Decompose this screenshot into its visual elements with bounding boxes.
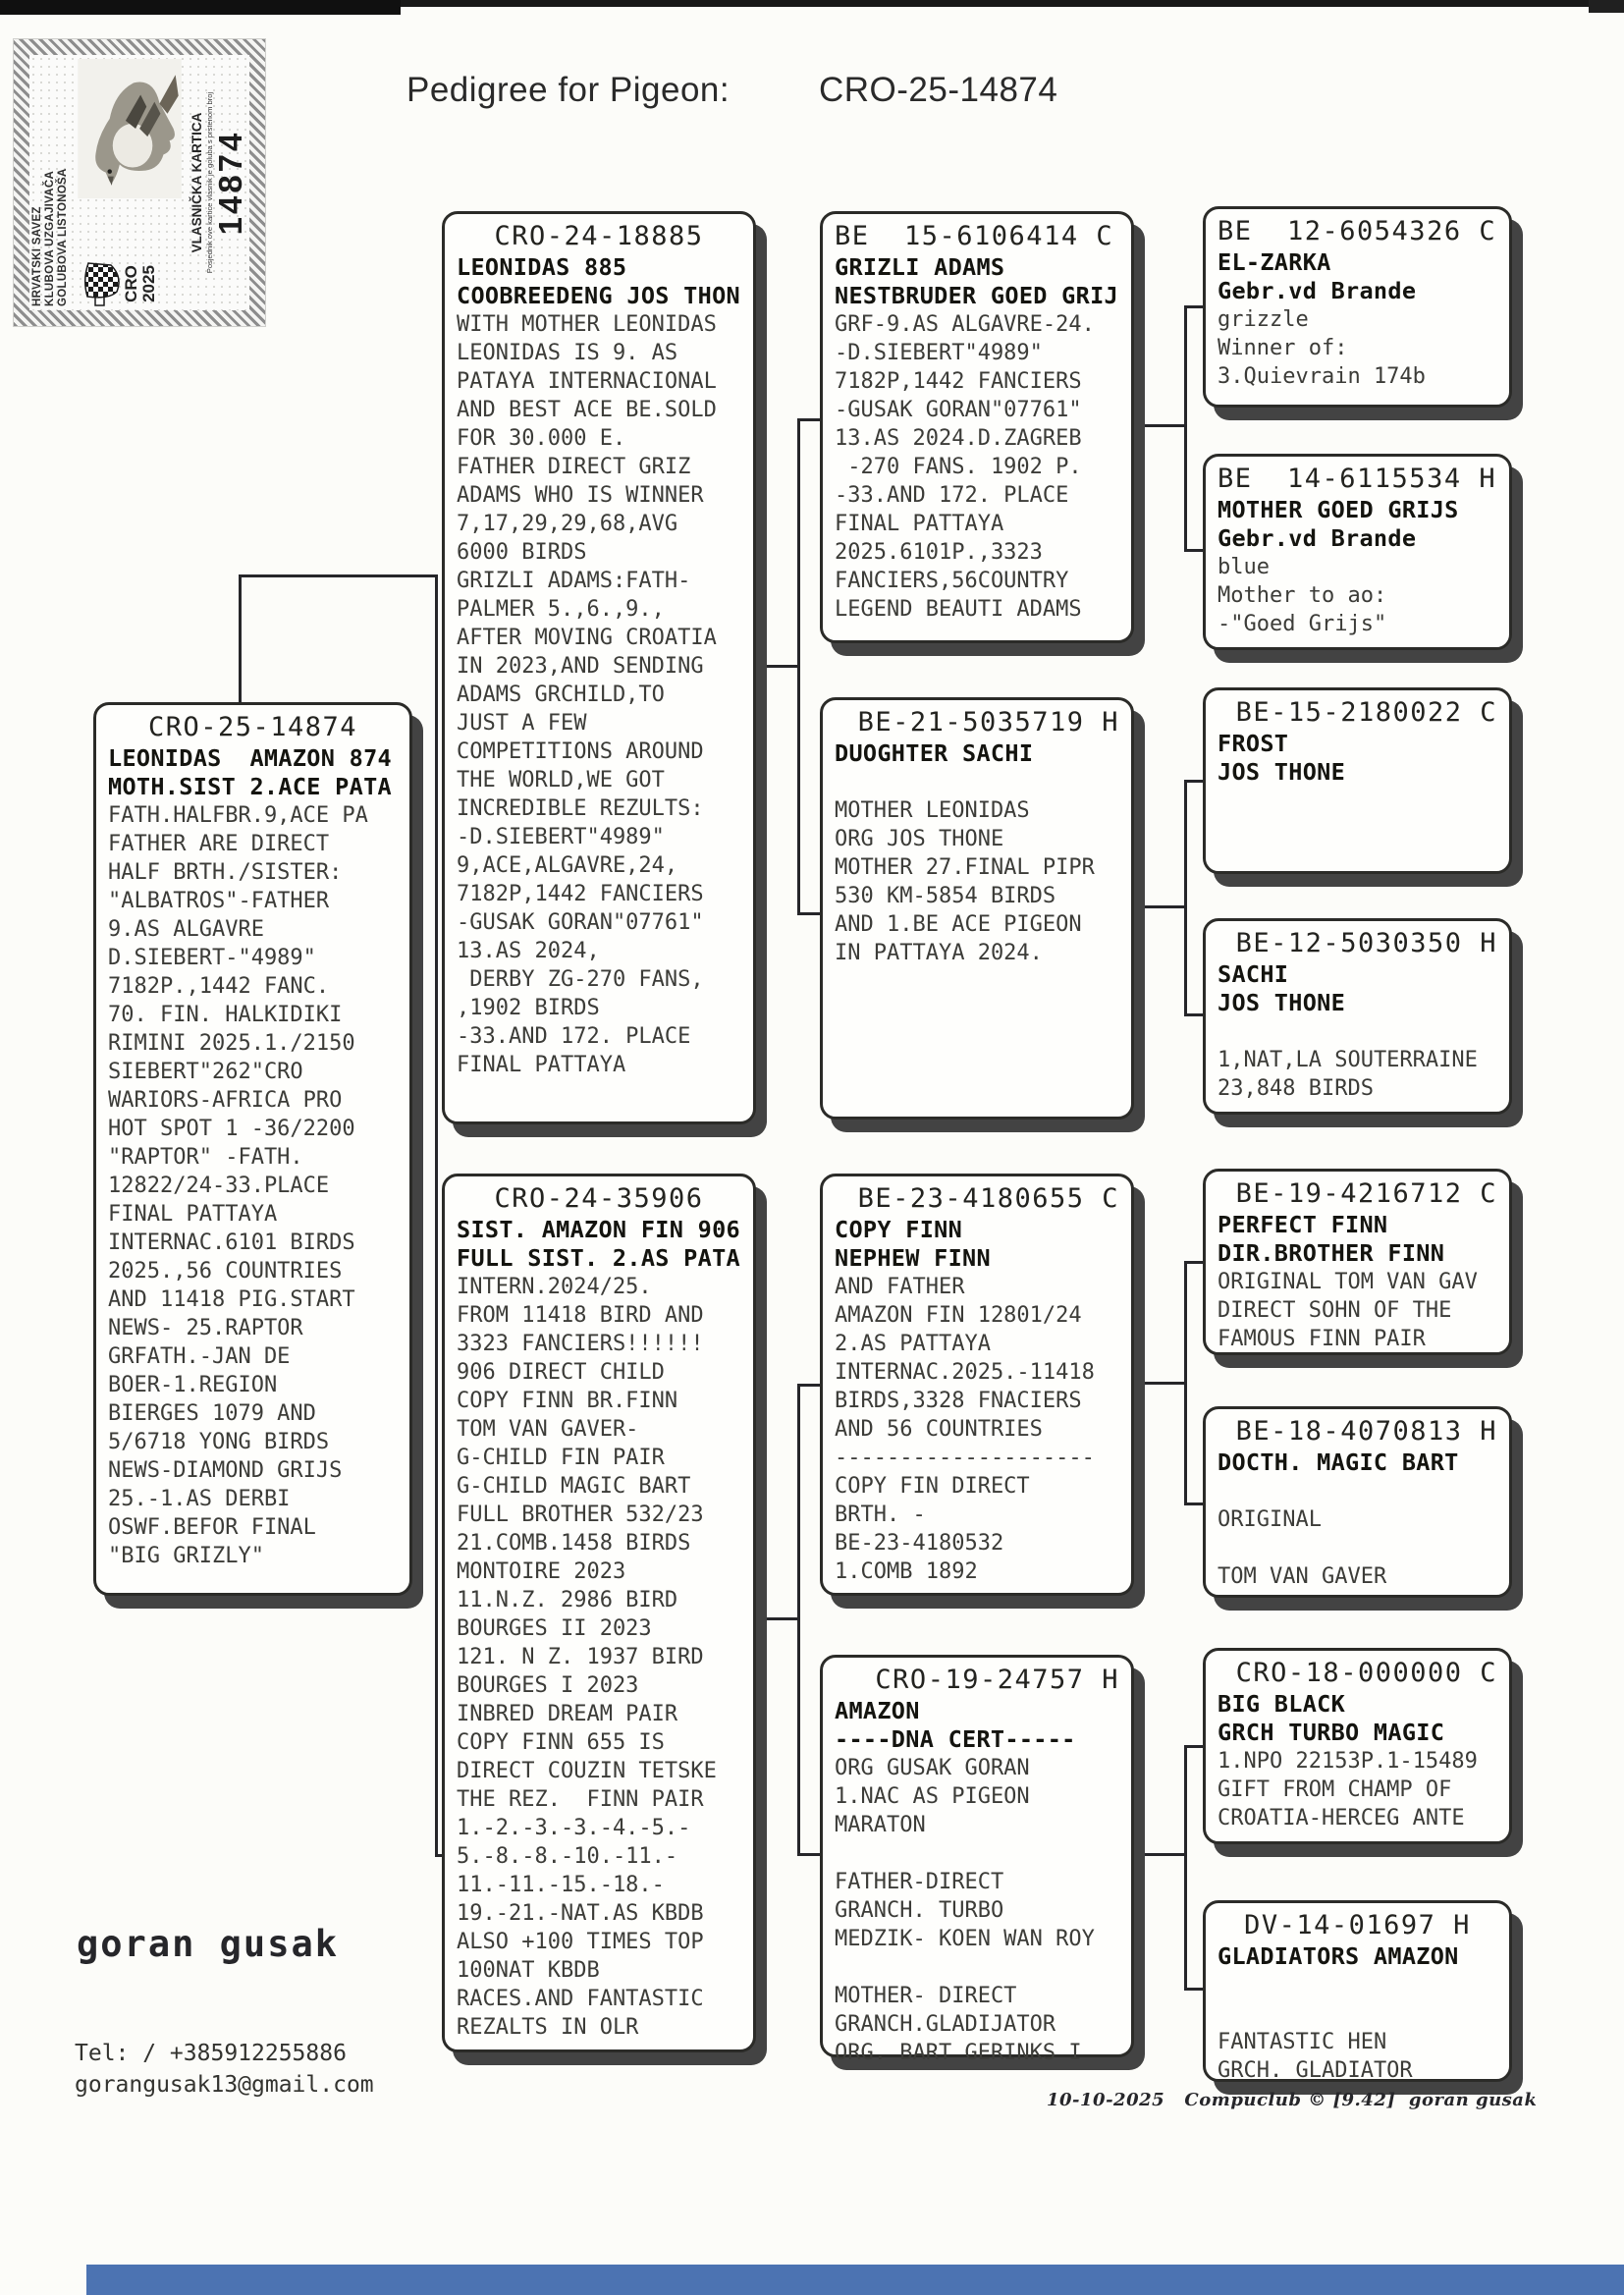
pedigree-text-line: 23,848 BIRDS — [1218, 1076, 1374, 1101]
pedigree-text-line: WITH MOTHER LEONIDAS — [457, 312, 717, 337]
pedigree-text-line: 19.-21.-NAT.AS KBDB — [457, 1901, 704, 1926]
connector-line — [1135, 1853, 1186, 1856]
ring-number: CRO-19-24757 H — [875, 1665, 1119, 1695]
pedigree-text-line: -GUSAK GORAN"07761" — [835, 398, 1082, 422]
pigeon-name-line: NESTBRUDER GOED GRIJ — [835, 282, 1118, 309]
pedigree-text-line: JUST A FEW — [457, 711, 587, 736]
pedigree-box-dv-14-01697 — [1203, 1900, 1512, 2082]
pedigree-text-line: Winner of: — [1218, 336, 1348, 360]
pedigree-box-cro-19-24757 — [820, 1655, 1134, 2065]
pedigree-text-line: 12822/24-33.PLACE — [108, 1174, 330, 1198]
federation-line-1: HRVATSKI SAVEZ — [31, 206, 43, 306]
pedigree-text-line: 2025.6101P.,3323 — [835, 540, 1043, 565]
pedigree-text-line: FAMOUS FINN PAIR — [1218, 1327, 1426, 1351]
pedigree-text-line: AND BEST ACE BE.SOLD — [457, 398, 717, 422]
pedigree-text-line: BOER-1.REGION — [108, 1373, 278, 1397]
pedigree-box-be-12-6054326 — [1203, 206, 1512, 408]
pedigree-text-line: GRANCH. TURBO — [835, 1898, 1004, 1923]
pedigree-text-line: BIRDS,3328 FNACIERS — [835, 1389, 1082, 1413]
pedigree-box-be-12-5030350 — [1203, 918, 1512, 1115]
pedigree-text-line: COPY FINN 655 IS — [457, 1730, 665, 1755]
pedigree-text-line: ADAMS WHO IS WINNER — [457, 483, 704, 508]
ring-number: DV-14-01697 H — [1244, 1910, 1471, 1940]
ownership-stamp-inner — [29, 55, 249, 310]
pigeon-name-line: DOCTH. MAGIC BART — [1218, 1448, 1459, 1476]
pedigree-text-line: 11.N.Z. 2986 BIRD — [457, 1588, 678, 1612]
pedigree-text-line: MARATON — [835, 1813, 926, 1837]
pedigree-text-line: 13.AS 2024, — [457, 939, 600, 963]
pedigree-text-line: 5/6718 YONG BIRDS — [108, 1430, 330, 1454]
pedigree-text-line: 21.COMB.1458 BIRDS — [457, 1531, 691, 1556]
pedigree-text-line: 9,ACE,ALGAVRE,24, — [457, 853, 678, 878]
pedigree-text-line: 2.AS PATTAYA — [835, 1332, 991, 1356]
pedigree-text-line: ,1902 BIRDS — [457, 996, 600, 1020]
ring-number: BE-23-4180655 C — [857, 1183, 1119, 1214]
pigeon-name-line: AMAZON — [835, 1697, 920, 1724]
pedigree-text-line: LEONIDAS IS 9. AS — [457, 341, 678, 365]
scan-artifact-bottom-bar — [86, 2265, 1624, 2295]
pedigree-box-be-21-5035719 — [820, 697, 1134, 1120]
pedigree-text-line: AND FATHER — [835, 1275, 965, 1299]
pigeon-name-line: GRCH TURBO MAGIC — [1218, 1719, 1445, 1746]
pedigree-text-line: MEDZIK- KOEN WAN ROY — [835, 1927, 1095, 1951]
pedigree-text-line: 530 KM-5854 BIRDS — [835, 884, 1056, 908]
pedigree-text-line: TOM VAN GAVER — [1218, 1564, 1387, 1589]
connector-line — [239, 574, 437, 577]
pedigree-text-line: -D.SIEBERT"4989" — [835, 341, 1043, 365]
pigeon-name-line: SACHI — [1218, 960, 1289, 988]
pedigree-text-line: MOTHER LEONIDAS — [835, 798, 1030, 823]
pedigree-text-line: 7182P.,1442 FANC. — [108, 974, 330, 999]
pigeon-name-line: EL-ZARKA — [1218, 248, 1331, 276]
ring-number: BE-15-2180022 C — [1235, 697, 1497, 728]
pigeon-name-line: SIST. AMAZON FIN 906 — [457, 1216, 740, 1243]
connector-line — [239, 576, 242, 704]
pedigree-text-line: IN 2023,AND SENDING — [457, 654, 704, 679]
pigeon-name-line: FROST — [1218, 730, 1289, 757]
owner-signature: goran gusak — [77, 1923, 340, 1965]
card-ring-number: 14874 — [212, 130, 248, 236]
pedigree-text-line: LEGEND BEAUTI ADAMS — [835, 597, 1082, 622]
pigeon-name-line: GLADIATORS AMAZON — [1218, 1942, 1459, 1970]
pedigree-text-line: 1.-2.-3.-3.-4.-5.- — [457, 1816, 691, 1840]
owner-email: gorangusak13@gmail.com — [75, 2072, 374, 2098]
pedigree-box-be-18-4070813 — [1203, 1406, 1512, 1598]
pedigree-text-line: INTERNAC.6101 BIRDS — [108, 1230, 355, 1255]
pedigree-text-line: ORG. BART GERINKS I — [835, 2041, 1082, 2065]
ring-number: BE-19-4216712 C — [1235, 1178, 1497, 1209]
connector-line — [435, 574, 438, 1857]
pedigree-text-line — [1218, 1971, 1497, 1999]
pedigree-text-line: THE WORLD,WE GOT — [457, 768, 665, 792]
pedigree-text-line: AND 11418 PIG.START — [108, 1287, 355, 1312]
pedigree-text-line: BRTH. - — [835, 1503, 926, 1527]
pedigree-text-line: FATHER ARE DIRECT — [108, 832, 330, 856]
pedigree-text-line: "RAPTOR" -FATH. — [108, 1145, 303, 1170]
pedigree-box-be-15-6106414 — [820, 211, 1134, 643]
pedigree-text-line: COPY FIN DIRECT — [835, 1474, 1030, 1499]
pedigree-text-line: 13.AS 2024.D.ZAGREB — [835, 426, 1082, 451]
pedigree-text-line: -270 FANS. 1902 P. — [835, 455, 1082, 479]
pedigree-text-line — [1218, 1017, 1497, 1046]
pedigree-box-cro-24-18885 — [442, 211, 756, 1124]
pigeon-name-line: MOTH.SIST 2.ACE PATA — [108, 773, 392, 800]
pigeon-name-line: COOBREEDENG JOS THON — [457, 282, 740, 309]
pedigree-text-line: 121. N Z. 1937 BIRD — [457, 1645, 704, 1669]
pigeon-name-line: JOS THONE — [1218, 758, 1346, 786]
pedigree-text-line: INTERN.2024/25. — [457, 1275, 652, 1299]
connector-line — [1135, 1382, 1186, 1385]
pedigree-box-cro-24-35906 — [442, 1174, 756, 2052]
pedigree-text-line: 9.AS ALGAVRE — [108, 917, 264, 942]
pedigree-text-line: 6000 BIRDS — [457, 540, 587, 565]
pigeon-name-line: Gebr.vd Brande — [1218, 277, 1417, 304]
stamp-country: CRO — [122, 265, 140, 302]
pedigree-text-line: PATAYA INTERNACIONAL — [457, 369, 717, 394]
owner-telephone: Tel: / +385912255886 — [75, 2041, 347, 2066]
pigeon-name-line: PERFECT FINN — [1218, 1211, 1388, 1238]
pedigree-text-line: CROATIA-HERCEG ANTE — [1218, 1806, 1465, 1831]
pigeon-name-line: GRIZLI ADAMS — [835, 253, 1005, 281]
pedigree-text-line: OSWF.BEFOR FINAL — [108, 1515, 316, 1540]
federation-line-3: GOLUBOVA LISTONOŠA — [57, 168, 69, 306]
pedigree-text-line: -33.AND 172. PLACE — [835, 483, 1069, 508]
connector-line — [1135, 905, 1186, 908]
pedigree-box-cro-25-14874 — [93, 702, 412, 1596]
pedigree-text-line: 100NAT KBDB — [457, 1958, 600, 1983]
pedigree-text-line: HOT SPOT 1 -36/2200 — [108, 1117, 355, 1141]
pedigree-text-line: NEWS-DIAMOND GRIJS — [108, 1458, 343, 1483]
pigeon-name-line: BIG BLACK — [1218, 1690, 1346, 1718]
pedigree-text-line: FANTASTIC HEN — [1218, 2030, 1387, 2054]
pedigree-text-line: 7182P,1442 FANCIERS — [457, 882, 704, 906]
pedigree-text-line: FOR 30.000 E. — [457, 426, 626, 451]
connector-line — [797, 1384, 800, 1856]
pedigree-text-line: AFTER MOVING CROATIA — [457, 626, 717, 650]
pedigree-text-line: COPY FINN BR.FINN — [457, 1389, 678, 1413]
pedigree-text-line: ADAMS GRCHILD,TO — [457, 683, 665, 707]
ring-number: CRO-24-18885 — [494, 221, 704, 251]
pedigree-text-line: 3.Quievrain 174b — [1218, 364, 1426, 389]
pedigree-text-line: THE REZ. FINN PAIR — [457, 1787, 704, 1812]
pedigree-text-line: 25.-1.AS DERBI — [108, 1487, 291, 1511]
pedigree-text-line: D.SIEBERT-"4989" — [108, 946, 316, 970]
pedigree-box-be-15-2180022 — [1203, 687, 1512, 874]
pedigree-text-line: AMAZON FIN 12801/24 — [835, 1303, 1082, 1328]
card-title: VLASNIČKA KARTICA — [189, 112, 204, 253]
pedigree-box-be-19-4216712 — [1203, 1169, 1512, 1355]
pedigree-text-line: COMPETITIONS AROUND — [457, 739, 704, 764]
pedigree-text-line: HALF BRTH./SISTER: — [108, 860, 343, 885]
page-title-label: Pedigree for Pigeon: — [406, 71, 731, 109]
pedigree-text-line — [1218, 1534, 1497, 1562]
connector-line — [797, 418, 800, 915]
pedigree-box-be-23-4180655 — [820, 1174, 1134, 1596]
scan-artifact-top-right — [1589, 0, 1624, 13]
pedigree-text-line: -------------------- — [835, 1446, 1095, 1470]
ring-number: CRO-24-35906 — [494, 1183, 704, 1214]
pedigree-text-line: ALSO +100 TIMES TOP — [457, 1930, 704, 1954]
pigeon-name-line: Gebr.vd Brande — [1218, 524, 1417, 552]
pedigree-text-line: blue — [1218, 555, 1270, 579]
connector-line — [1135, 424, 1186, 427]
pedigree-text-line — [1218, 1999, 1497, 2028]
pedigree-text-line: DIRECT SOHN OF THE — [1218, 1298, 1452, 1323]
pedigree-text-line: ORIGINAL TOM VAN GAV — [1218, 1270, 1478, 1294]
pedigree-text-line: FULL BROTHER 532/23 — [457, 1503, 704, 1527]
pedigree-text-line: DERBY ZG-270 FANS, — [457, 967, 704, 992]
pedigree-text-line: FINAL PATTAYA — [835, 512, 1004, 536]
pedigree-text-line: TOM VAN GAVER- — [457, 1417, 639, 1442]
pedigree-text-line: "ALBATROS"-FATHER — [108, 889, 330, 913]
ring-number: BE 15-6106414 C — [835, 221, 1114, 251]
pedigree-text-line: FATHER-DIRECT — [835, 1870, 1004, 1894]
pigeon-name-line: DIR.BROTHER FINN — [1218, 1239, 1445, 1267]
pedigree-text-line — [1218, 1477, 1497, 1505]
pedigree-text-line: GRFATH.-JAN DE — [108, 1344, 291, 1369]
ownership-card-block — [189, 59, 247, 306]
pigeon-name-line: MOTHER GOED GRIJS — [1218, 496, 1459, 523]
pedigree-text-line: WARIORS-AFRICA PRO — [108, 1088, 343, 1113]
pedigree-text-line: 1,NAT,LA SOUTERRAINE — [1218, 1048, 1478, 1072]
ring-number: BE-21-5035719 H — [857, 707, 1119, 738]
pedigree-text-line: REZALTS IN OLR — [457, 2015, 639, 2040]
pigeon-name-line: LEONIDAS AMAZON 874 — [108, 744, 392, 772]
connector-line — [757, 665, 800, 668]
pedigree-text-line: ORG GUSAK GORAN — [835, 1756, 1030, 1780]
connector-line — [1184, 305, 1187, 552]
pedigree-text-line: GRCH. GLADIATOR — [1218, 2058, 1413, 2083]
pedigree-text-line: MOTHER 27.FINAL PIPR — [835, 855, 1095, 880]
pigeon-name-line: ----DNA CERT----- — [835, 1725, 1076, 1753]
pedigree-text-line: GRIZLI ADAMS:FATH- — [457, 569, 691, 593]
pedigree-text-line: -"Goed Grijs" — [1218, 612, 1387, 636]
pedigree-text-line: FANCIERS,56COUNTRY — [835, 569, 1069, 593]
pedigree-text-line: G-CHILD MAGIC BART — [457, 1474, 691, 1499]
print-info: 10-10-2025 Compuclub © [9.42] goran gusak — [1047, 2090, 1538, 2110]
pedigree-text-line: FATH.HALFBR.9,ACE PA — [108, 803, 368, 828]
ownership-stamp — [14, 39, 265, 326]
scan-artifact-top-left — [0, 0, 401, 15]
ring-number: BE 12-6054326 C — [1218, 216, 1497, 246]
pedigree-text-line — [835, 1953, 1119, 1982]
pedigree-box-be-14-6115534 — [1203, 454, 1512, 650]
page-title — [406, 71, 1058, 110]
federation-crest — [83, 261, 158, 306]
pedigree-text-line: 3323 FANCIERS!!!!!! — [457, 1332, 704, 1356]
pedigree-text-line: AND 1.BE ACE PIGEON — [835, 912, 1082, 937]
pedigree-text-line — [835, 1839, 1119, 1868]
pedigree-text-line: 7,17,29,29,68,AVG — [457, 512, 678, 536]
ring-number: BE-18-4070813 H — [1235, 1416, 1497, 1447]
pedigree-text-line: 1.NPO 22153P.1-15489 — [1218, 1749, 1478, 1774]
pigeon-photo — [78, 59, 182, 198]
pedigree-text-line: BE-23-4180532 — [835, 1531, 1004, 1556]
pedigree-text-line: GRF-9.AS ALGAVRE-24. — [835, 312, 1095, 337]
pedigree-text-line: DIRECT COUZIN TETSKE — [457, 1759, 717, 1783]
pedigree-text-line: -GUSAK GORAN"07761" — [457, 910, 704, 935]
pedigree-text-line: NEWS- 25.RAPTOR — [108, 1316, 303, 1340]
pigeon-name-line: FULL SIST. 2.AS PATA — [457, 1244, 740, 1272]
pedigree-text-line: INTERNAC.2025.-11418 — [835, 1360, 1095, 1385]
pigeon-name-line: COPY FINN — [835, 1216, 963, 1243]
pedigree-text-line: INCREDIBLE REZULTS: — [457, 796, 704, 821]
pedigree-text-line: 1.COMB 1892 — [835, 1559, 978, 1584]
pedigree-text-line — [835, 768, 1119, 796]
pedigree-text-line: MONTOIRE 2023 — [457, 1559, 626, 1584]
pedigree-text-line: 7182P,1442 FANCIERS — [835, 369, 1082, 394]
stamp-year: 2025 — [139, 265, 158, 302]
pedigree-text-line: PALMER 5.,6.,9., — [457, 597, 665, 622]
page-title-ring: CRO-25-14874 — [819, 71, 1058, 109]
pedigree-text-line: FATHER DIRECT GRIZ — [457, 455, 691, 479]
pigeon-name-line: NEPHEW FINN — [835, 1244, 991, 1272]
pedigree-text-line: 2025.,56 COUNTRIES — [108, 1259, 343, 1284]
pedigree-text-line: ORIGINAL — [1218, 1507, 1322, 1532]
ring-number: CRO-25-14874 — [147, 712, 358, 742]
federation-line-2: KLUBOVA UZGAJIVAČA — [44, 170, 56, 306]
pigeon-name-line: LEONIDAS 885 — [457, 253, 627, 281]
pedigree-text-line: 70. FIN. HALKIDIKI — [108, 1003, 343, 1027]
pedigree-text-line: grizzle — [1218, 307, 1309, 332]
connector-line — [757, 1617, 800, 1620]
connector-line — [1184, 1745, 1187, 1991]
pedigree-text-line: AND 56 COUNTRIES — [835, 1417, 1043, 1442]
connector-line — [1184, 1261, 1187, 1505]
federation-name — [31, 59, 70, 306]
pedigree-text-line: FINAL PATTAYA — [457, 1053, 626, 1077]
pedigree-text-line: BOURGES I 2023 — [457, 1673, 639, 1698]
pedigree-text-line: 1.NAC AS PIGEON — [835, 1784, 1030, 1809]
ring-number: BE-12-5030350 H — [1235, 928, 1497, 958]
pedigree-text-line: Mother to ao: — [1218, 583, 1387, 608]
pedigree-text-line: "BIG GRIZLY" — [108, 1544, 264, 1568]
pedigree-text-line: ORG JOS THONE — [835, 827, 1004, 851]
connector-line — [1184, 780, 1187, 1016]
pedigree-box-cro-18-000000 — [1203, 1648, 1512, 1844]
pedigree-text-line: MOTHER- DIRECT — [835, 1984, 1017, 2008]
pedigree-text-line: 5.-8.-8.-10.-11.- — [457, 1844, 678, 1869]
pedigree-text-line: G-CHILD FIN PAIR — [457, 1446, 665, 1470]
card-subtitle: Posjednik ove kartice vlasnik je goluba s prstenom broj — [205, 91, 214, 274]
pigeon-name-line: JOS THONE — [1218, 989, 1346, 1016]
pedigree-text-line: FROM 11418 BIRD AND — [457, 1303, 704, 1328]
pedigree-text-line: 906 DIRECT CHILD — [457, 1360, 665, 1385]
pedigree-text-line: GRANCH.GLADIJATOR — [835, 2012, 1056, 2037]
ring-number: CRO-18-000000 C — [1235, 1658, 1497, 1688]
checkerboard-crest-icon — [83, 261, 123, 306]
pedigree-text-line: BOURGES II 2023 — [457, 1616, 652, 1641]
pedigree-text-line: BIERGES 1079 AND — [108, 1401, 316, 1426]
pedigree-text-line: IN PATTAYA 2024. — [835, 941, 1043, 965]
pedigree-text-line: FINAL PATTAYA — [108, 1202, 278, 1227]
pedigree-text-line: GIFT FROM CHAMP OF — [1218, 1777, 1452, 1802]
pedigree-text-line: RIMINI 2025.1./2150 — [108, 1031, 355, 1056]
pedigree-text-line: 11.-11.-15.-18.- — [457, 1873, 665, 1897]
pedigree-text-line: RACES.AND FANTASTIC — [457, 1987, 704, 2011]
pedigree-text-line: -33.AND 172. PLACE — [457, 1024, 691, 1049]
pigeon-name-line: DUOGHTER SACHI — [835, 739, 1034, 767]
pedigree-text-line: SIEBERT"262"CRO — [108, 1060, 303, 1084]
pedigree-text-line: INBRED DREAM PAIR — [457, 1702, 678, 1726]
ownership-stamp-content — [29, 55, 249, 310]
pedigree-text-line: -D.SIEBERT"4989" — [457, 825, 665, 849]
ring-number: BE 14-6115534 H — [1218, 464, 1497, 494]
